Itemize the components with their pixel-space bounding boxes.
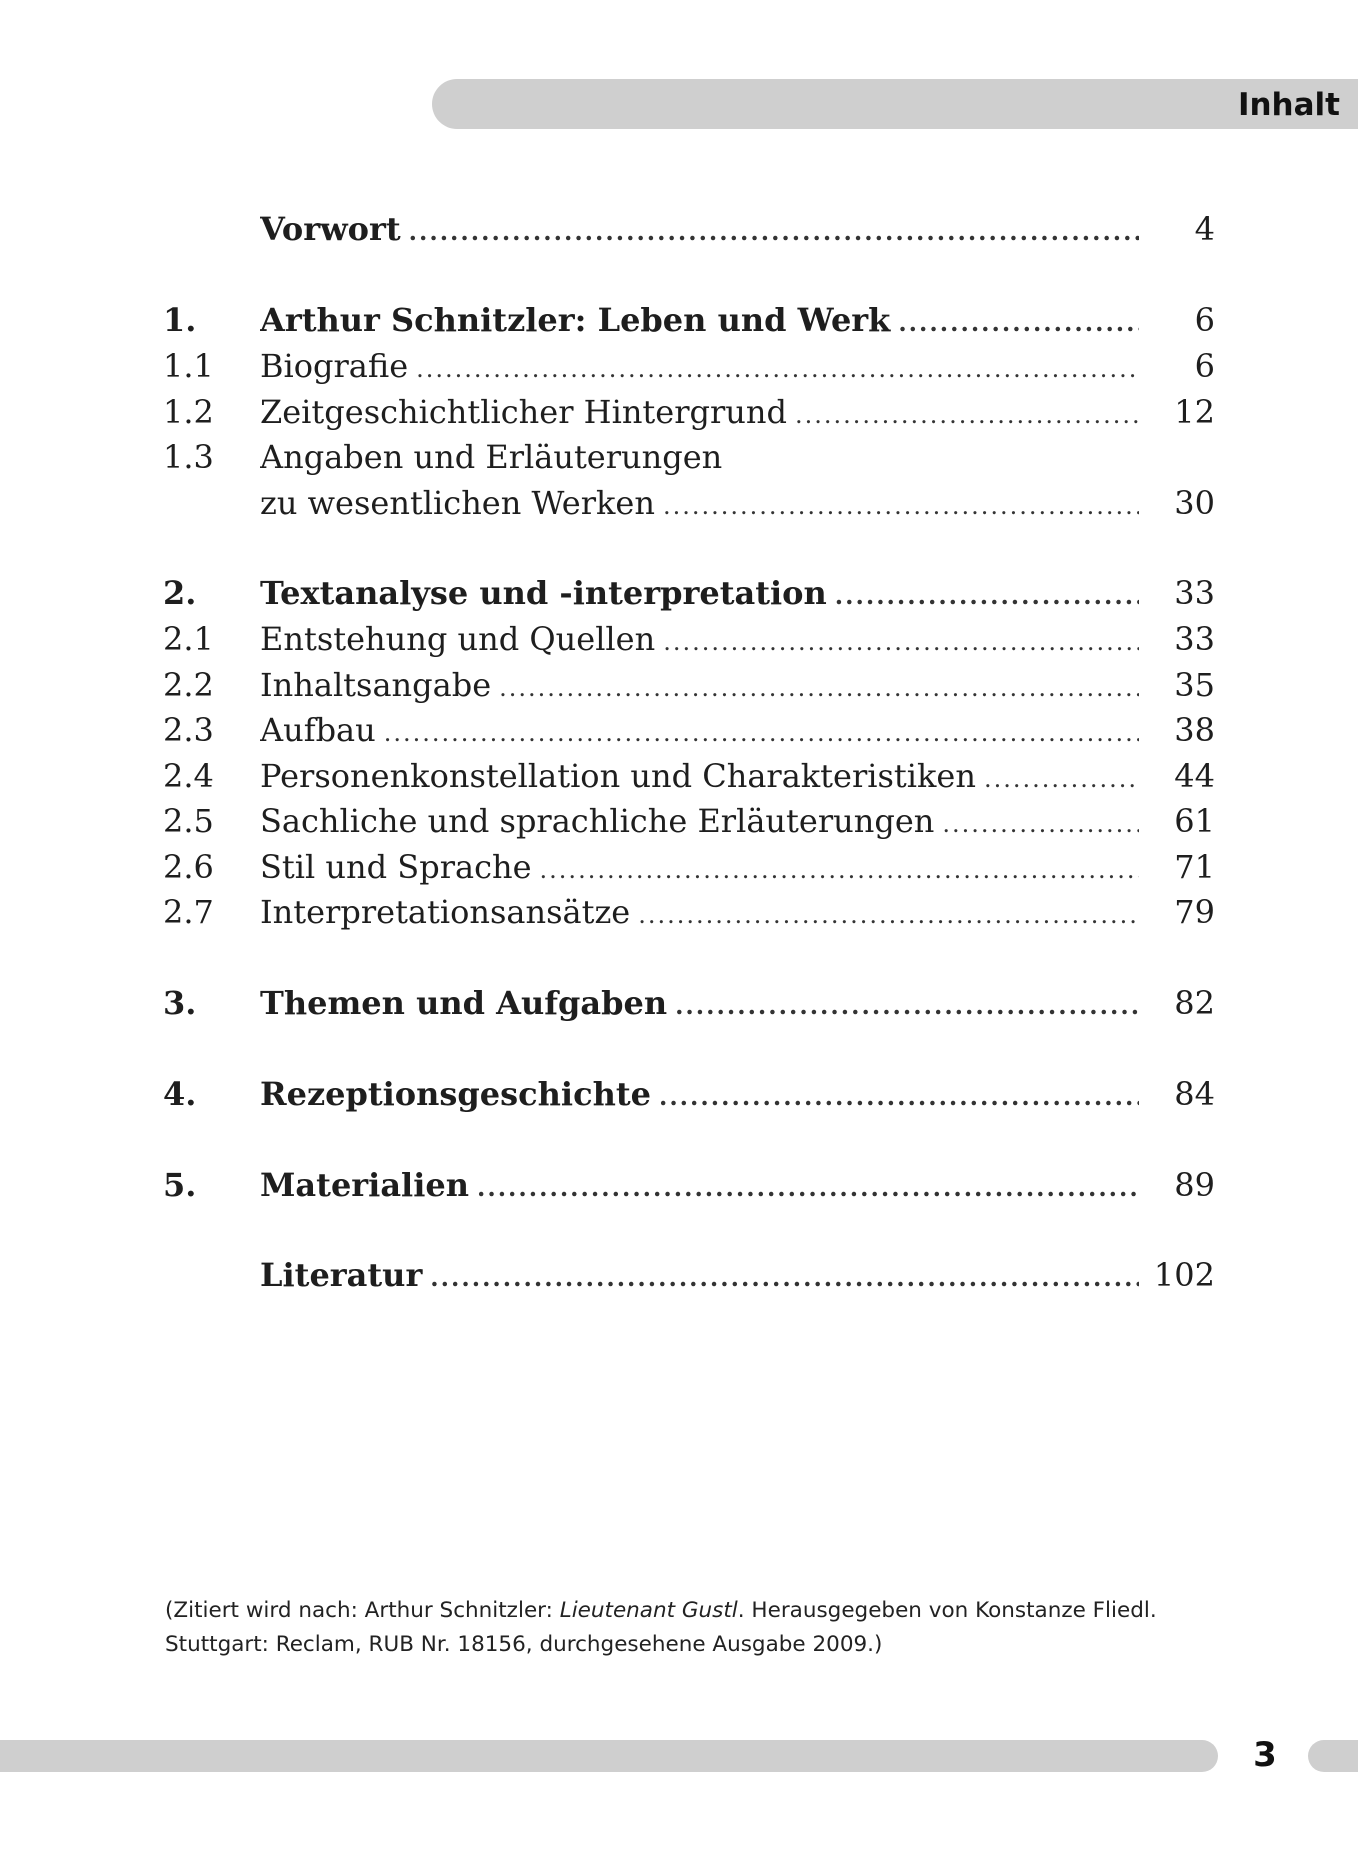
toc-entry-2-6[interactable]	[163, 844, 1215, 890]
toc-entry-1-2[interactable]	[163, 389, 1215, 435]
footnote-suffix: . Herausgegeben von Konstanze Fliedl. Stuttgart: Reclam, RUB Nr. 18156, durchgesehene Ausgabe 2009.)	[165, 1598, 1157, 1657]
toc-number: 2.7	[163, 893, 214, 931]
page-number: 3	[1253, 1735, 1277, 1775]
toc-entry-2-2[interactable]	[163, 662, 1215, 708]
toc-title: Zeitgeschichtlicher Hintergrund	[260, 393, 787, 431]
toc-title: Vorwort	[260, 210, 401, 248]
toc-entry-vorwort[interactable]	[163, 206, 1215, 252]
toc-page: 102	[1153, 1256, 1215, 1294]
toc-number: 3.	[163, 984, 197, 1022]
toc-page: 6	[1194, 347, 1215, 385]
toc-number: 2.6	[163, 848, 214, 886]
toc-title: Literatur	[260, 1256, 423, 1294]
toc-title: Angaben und Erläuterungen	[260, 438, 723, 476]
dot-leader	[477, 1165, 1139, 1211]
toc-title: Materialien	[260, 1166, 469, 1204]
toc-number: 1.1	[163, 347, 214, 385]
dot-leader	[984, 756, 1139, 802]
toc-title: Inhaltsangabe	[260, 666, 492, 704]
dot-leader	[659, 1074, 1139, 1120]
footer-bar	[0, 1740, 1218, 1772]
toc-page: 12	[1174, 393, 1215, 431]
toc-page: 4	[1194, 210, 1215, 248]
toc-page: 38	[1174, 711, 1215, 749]
toc-page: 6	[1194, 301, 1215, 339]
toc-title: Stil und Sprache	[260, 848, 532, 886]
toc-page: 44	[1174, 757, 1215, 795]
toc-number: 2.2	[163, 666, 214, 704]
toc-title: Aufbau	[260, 711, 376, 749]
dot-leader	[835, 573, 1139, 619]
toc-page: 89	[1174, 1166, 1215, 1204]
toc-page: 79	[1174, 893, 1215, 931]
toc-entry-chapter-5[interactable]	[163, 1162, 1215, 1208]
toc-entry-chapter-2[interactable]	[163, 570, 1215, 616]
toc-number: 4.	[163, 1075, 197, 1113]
citation-footnote	[165, 1594, 1225, 1662]
toc-entry-chapter-3[interactable]	[163, 980, 1215, 1026]
footnote-prefix: (Zitiert wird nach: Arthur Schnitzler:	[165, 1598, 560, 1623]
footer-tab	[1308, 1740, 1358, 1772]
toc-entry-1-1[interactable]	[163, 343, 1215, 389]
toc-title: Interpretationsansätze	[260, 893, 631, 931]
toc-page: 82	[1174, 984, 1215, 1022]
dot-leader	[540, 847, 1139, 893]
toc-entry-2-5[interactable]	[163, 798, 1215, 844]
dot-leader	[409, 209, 1139, 255]
toc-title: zu wesentlichen Werken	[260, 484, 655, 522]
toc-number: 1.	[163, 301, 197, 339]
toc-page: 84	[1174, 1075, 1215, 1113]
toc-number: 2.	[163, 574, 197, 612]
footnote-work-title: Lieutenant Gustl	[559, 1598, 738, 1623]
toc-number: 1.3	[163, 438, 214, 476]
toc-entry-2-7[interactable]	[163, 889, 1215, 935]
toc-number: 1.2	[163, 393, 214, 431]
dot-leader	[430, 1255, 1139, 1301]
dot-leader	[499, 665, 1139, 711]
toc-entry-chapter-1[interactable]	[163, 297, 1215, 343]
toc-number: 2.1	[163, 620, 214, 658]
toc-title: Rezeptionsgeschichte	[260, 1075, 651, 1113]
dot-leader	[795, 392, 1139, 438]
toc-number: 2.5	[163, 802, 214, 840]
dot-leader	[384, 710, 1139, 756]
toc-title: Sachliche und sprachliche Erläuterungen	[260, 802, 935, 840]
toc-entry-chapter-4[interactable]	[163, 1071, 1215, 1117]
toc-page: 33	[1174, 620, 1215, 658]
dot-leader	[942, 801, 1139, 847]
toc-page: 30	[1174, 484, 1215, 522]
toc-page: 71	[1174, 848, 1215, 886]
toc-number: 2.4	[163, 757, 214, 795]
dot-leader	[663, 619, 1139, 665]
toc-number: 2.3	[163, 711, 214, 749]
toc-title: Arthur Schnitzler: Leben und Werk	[260, 301, 891, 339]
toc-title: Personenkonstellation und Charakteristiken	[260, 757, 976, 795]
dot-leader	[675, 983, 1139, 1029]
toc-entry-2-1[interactable]	[163, 616, 1215, 662]
toc-title: Textanalyse und -interpretation	[260, 574, 827, 612]
toc-entry-2-3[interactable]	[163, 707, 1215, 753]
toc-title: Themen und Aufgaben	[260, 984, 668, 1022]
toc-entry-literatur[interactable]	[163, 1252, 1215, 1298]
dot-leader	[663, 483, 1139, 529]
page-title: Inhalt	[1237, 87, 1340, 123]
toc-entry-1-3-line-1[interactable]	[163, 434, 1215, 480]
toc-entry-2-4[interactable]	[163, 753, 1215, 799]
toc-page: 33	[1174, 574, 1215, 612]
toc-entry-1-3-line-2[interactable]	[163, 480, 1215, 526]
toc-number: 5.	[163, 1166, 197, 1204]
dot-leader	[638, 892, 1139, 938]
toc-page: 61	[1174, 802, 1215, 840]
dot-leader	[416, 346, 1139, 392]
toc-page: 35	[1174, 666, 1215, 704]
toc-title: Biografie	[260, 347, 409, 385]
dot-leader	[898, 300, 1139, 346]
toc-title: Entstehung und Quellen	[260, 620, 656, 658]
